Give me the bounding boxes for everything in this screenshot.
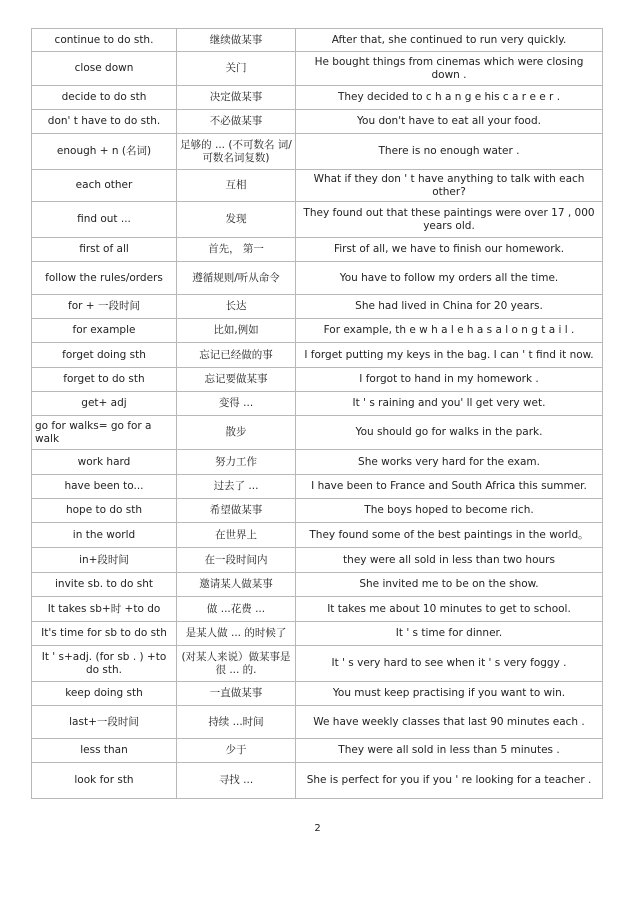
phrase-cell: have been to...: [32, 475, 177, 499]
phrase-cell: for example: [32, 319, 177, 343]
example-cell: I forget putting my keys in the bag. I can ' t find it now.: [296, 343, 603, 368]
table-row: [32, 706, 603, 739]
meaning-cell: 在世界上: [177, 523, 296, 548]
meaning-cell: 首先， 第一: [177, 238, 296, 262]
meaning-cell: 散步: [177, 416, 296, 450]
phrase-cell: get+ adj: [32, 392, 177, 416]
phrase-cell: last+一段时间: [32, 706, 177, 739]
meaning-cell: 持续 ...时间: [177, 706, 296, 739]
table-row: [32, 573, 603, 597]
meaning-cell: 过去了 ...: [177, 475, 296, 499]
example-cell: The boys hoped to become rich.: [296, 499, 603, 523]
table-row: [32, 170, 603, 202]
meaning-cell: 少于: [177, 739, 296, 763]
phrase-cell: look for sth: [32, 763, 177, 799]
table-row: [32, 523, 603, 548]
table-row: [32, 319, 603, 343]
phrase-cell: It's time for sb to do sth: [32, 622, 177, 646]
table-row: [32, 368, 603, 392]
phrase-cell: for + 一段时间: [32, 295, 177, 319]
meaning-cell: 是某人做 ... 的时候了: [177, 622, 296, 646]
meaning-cell: 一直做某事: [177, 682, 296, 706]
table-row: [32, 343, 603, 368]
example-cell: She invited me to be on the show.: [296, 573, 603, 597]
phrase-cell: decide to do sth: [32, 86, 177, 110]
phrase-cell: go for walks= go for a walk: [32, 416, 177, 450]
phrase-cell: find out ...: [32, 202, 177, 238]
example-cell: they were all sold in less than two hours: [296, 548, 603, 573]
meaning-cell: 忘记要做某事: [177, 368, 296, 392]
meaning-cell: 努力工作: [177, 450, 296, 475]
meaning-cell: 关门: [177, 52, 296, 86]
example-cell: They found out that these paintings were over 17 , 000 years old.: [296, 202, 603, 238]
example-cell: I have been to France and South Africa this summer.: [296, 475, 603, 499]
meaning-cell: 忘记已经做的事: [177, 343, 296, 368]
meaning-cell: 做 ...花费 ...: [177, 597, 296, 622]
table-row: [32, 202, 603, 238]
example-cell: You should go for walks in the park.: [296, 416, 603, 450]
phrase-cell: It takes sb+时 +to do: [32, 597, 177, 622]
table-row: [32, 622, 603, 646]
phrase-cell: invite sb. to do sht: [32, 573, 177, 597]
table-row: [32, 134, 603, 170]
meaning-cell: 互相: [177, 170, 296, 202]
table-row: [32, 392, 603, 416]
meaning-cell: 不必做某事: [177, 110, 296, 134]
phrase-cell: follow the rules/orders: [32, 262, 177, 295]
meaning-cell: 变得 ...: [177, 392, 296, 416]
meaning-cell: 比如,例如: [177, 319, 296, 343]
meaning-cell: 足够的 ... (不可数名 词/可数名词复数): [177, 134, 296, 170]
table-row: [32, 110, 603, 134]
table-row: [32, 52, 603, 86]
phrase-cell: first of all: [32, 238, 177, 262]
example-cell: After that, she continued to run very quickly.: [296, 29, 603, 52]
table-row: [32, 475, 603, 499]
phrase-cell: work hard: [32, 450, 177, 475]
example-cell: You must keep practising if you want to win.: [296, 682, 603, 706]
example-cell: What if they don ' t have anything to talk with each other?: [296, 170, 603, 202]
meaning-cell: 继续做某事: [177, 29, 296, 52]
table-row: [32, 450, 603, 475]
example-cell: They decided to c h a n g e his c a r e e r .: [296, 86, 603, 110]
meaning-cell: 遵循规则/听从命令: [177, 262, 296, 295]
phrase-cell: hope to do sth: [32, 499, 177, 523]
table-row: [32, 682, 603, 706]
phrase-cell: enough + n (名词): [32, 134, 177, 170]
example-cell: You have to follow my orders all the time.: [296, 262, 603, 295]
meaning-cell: 邀请某人做某事: [177, 573, 296, 597]
example-cell: There is no enough water .: [296, 134, 603, 170]
meaning-cell: 决定做某事: [177, 86, 296, 110]
table-row: [32, 416, 603, 450]
example-cell: I forgot to hand in my homework .: [296, 368, 603, 392]
phrase-table-body: [32, 29, 603, 799]
table-row: [32, 262, 603, 295]
meaning-cell: 希望做某事: [177, 499, 296, 523]
meaning-cell: 寻找 ...: [177, 763, 296, 799]
phrase-cell: forget doing sth: [32, 343, 177, 368]
example-cell: It ' s raining and you' ll get very wet.: [296, 392, 603, 416]
example-cell: For example, th e w h a l e h a s a l o n g t a i l .: [296, 319, 603, 343]
example-cell: We have weekly classes that last 90 minutes each .: [296, 706, 603, 739]
table-row: [32, 238, 603, 262]
example-cell: You don't have to eat all your food.: [296, 110, 603, 134]
table-row: [32, 86, 603, 110]
phrase-cell: It ' s+adj. (for sb . ) +to do sth.: [32, 646, 177, 682]
table-row: [32, 29, 603, 52]
meaning-cell: 长达: [177, 295, 296, 319]
example-cell: It takes me about 10 minutes to get to school.: [296, 597, 603, 622]
table-row: [32, 499, 603, 523]
table-row: [32, 763, 603, 799]
example-cell: She is perfect for you if you ' re looking for a teacher .: [296, 763, 603, 799]
phrase-cell: continue to do sth.: [32, 29, 177, 52]
phrase-table: [31, 28, 603, 799]
phrase-cell: forget to do sth: [32, 368, 177, 392]
phrase-cell: in the world: [32, 523, 177, 548]
example-cell: They found some of the best paintings in the world。: [296, 523, 603, 548]
example-cell: First of all, we have to finish our homework.: [296, 238, 603, 262]
table-row: [32, 646, 603, 682]
table-row: [32, 548, 603, 573]
example-cell: He bought things from cinemas which were closing down .: [296, 52, 603, 86]
example-cell: It ' s time for dinner.: [296, 622, 603, 646]
phrase-cell: less than: [32, 739, 177, 763]
example-cell: She works very hard for the exam.: [296, 450, 603, 475]
table-row: [32, 739, 603, 763]
phrase-cell: don' t have to do sth.: [32, 110, 177, 134]
example-cell: They were all sold in less than 5 minutes .: [296, 739, 603, 763]
table-row: [32, 295, 603, 319]
example-cell: She had lived in China for 20 years.: [296, 295, 603, 319]
phrase-cell: close down: [32, 52, 177, 86]
meaning-cell: 发现: [177, 202, 296, 238]
meaning-cell: (对某人来说）做某事是很 ... 的.: [177, 646, 296, 682]
table-row: [32, 597, 603, 622]
phrase-cell: in+段时间: [32, 548, 177, 573]
example-cell: It ' s very hard to see when it ' s very foggy .: [296, 646, 603, 682]
phrase-cell: each other: [32, 170, 177, 202]
phrase-cell: keep doing sth: [32, 682, 177, 706]
meaning-cell: 在一段时间内: [177, 548, 296, 573]
page-number: 2: [314, 823, 321, 834]
